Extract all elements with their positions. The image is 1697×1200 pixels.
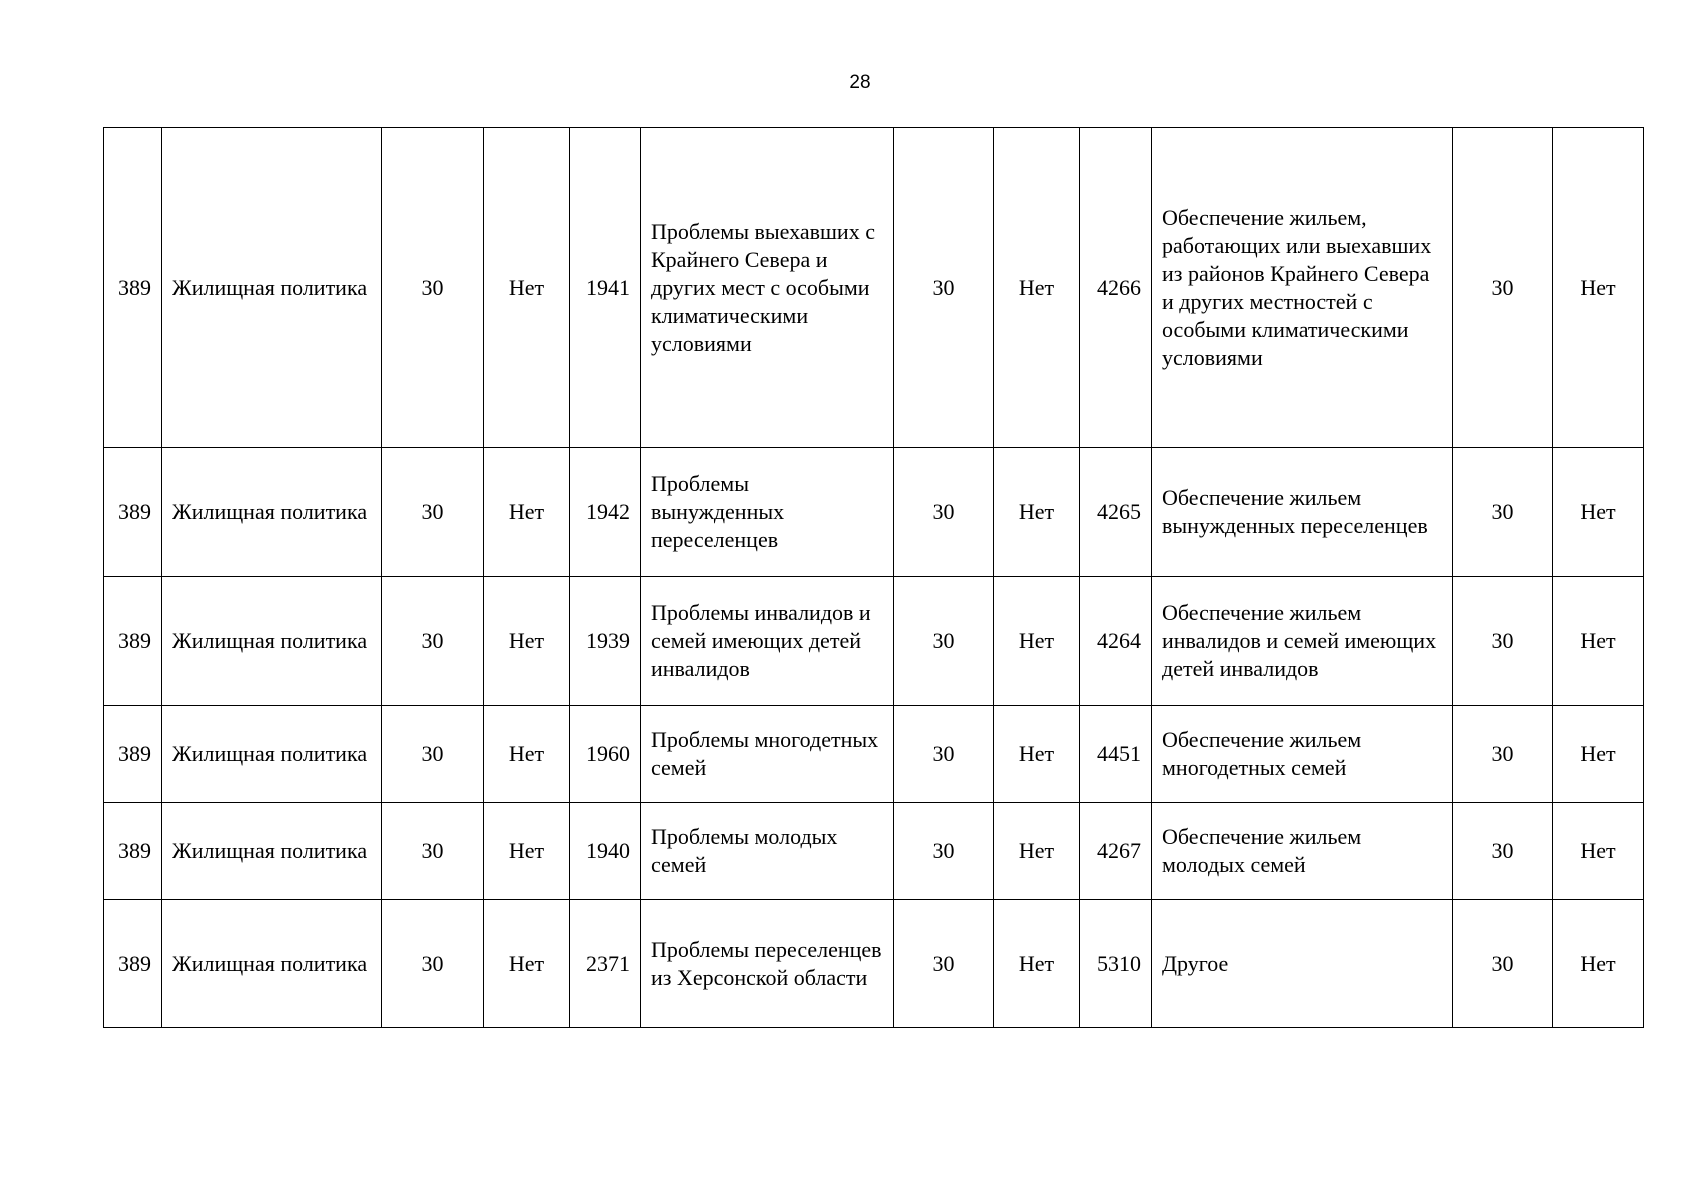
section-name-cell: Жилищная политика: [162, 706, 382, 803]
problem-value-cell: 30: [894, 577, 994, 706]
section-code-cell: 389: [104, 577, 162, 706]
topic-value-cell: 30: [1453, 448, 1553, 577]
topic-flag-cell: Нет: [1553, 706, 1644, 803]
topic-name-cell: Обеспечение жильем инвалидов и семей имеющих детей инвалидов: [1152, 577, 1453, 706]
section-flag-cell: Нет: [484, 900, 570, 1028]
topic-name-cell: Обеспечение жильем, работающих или выехавших из районов Крайнего Севера и других местностей с особыми климатическими условиями: [1152, 128, 1453, 448]
problem-flag-cell: Нет: [994, 706, 1080, 803]
problem-value-cell: 30: [894, 900, 994, 1028]
problem-value-cell: 30: [894, 803, 994, 900]
section-code-cell: 389: [104, 900, 162, 1028]
section-value-cell: 30: [382, 448, 484, 577]
problem-flag-cell: Нет: [994, 128, 1080, 448]
problem-value-cell: 30: [894, 128, 994, 448]
topic-code-cell: 4266: [1080, 128, 1152, 448]
section-value-cell: 30: [382, 706, 484, 803]
section-flag-cell: Нет: [484, 577, 570, 706]
topic-name-cell: Обеспечение жильем молодых семей: [1152, 803, 1453, 900]
section-name-cell: Жилищная политика: [162, 448, 382, 577]
section-code-cell: 389: [104, 128, 162, 448]
problem-name-cell: Проблемы вынужденных переселенцев: [641, 448, 894, 577]
topic-value-cell: 30: [1453, 577, 1553, 706]
problem-code-cell: 2371: [570, 900, 641, 1028]
topic-value-cell: 30: [1453, 900, 1553, 1028]
section-value-cell: 30: [382, 128, 484, 448]
topic-code-cell: 4451: [1080, 706, 1152, 803]
topic-value-cell: 30: [1453, 706, 1553, 803]
topic-flag-cell: Нет: [1553, 803, 1644, 900]
topic-flag-cell: Нет: [1553, 128, 1644, 448]
page-number: 28: [849, 72, 871, 93]
section-name-cell: Жилищная политика: [162, 577, 382, 706]
table-row: [104, 803, 1644, 900]
topic-name-cell: Обеспечение жильем вынужденных переселенцев: [1152, 448, 1453, 577]
section-code-cell: 389: [104, 706, 162, 803]
problem-name-cell: Проблемы инвалидов и семей имеющих детей инвалидов: [641, 577, 894, 706]
table-row: [104, 900, 1644, 1028]
problem-name-cell: Проблемы выехавших с Крайнего Севера и других мест с особыми климатическими условиями: [641, 128, 894, 448]
problem-name-cell: Проблемы многодетных семей: [641, 706, 894, 803]
topic-code-cell: 4264: [1080, 577, 1152, 706]
topic-name-cell: Другое: [1152, 900, 1453, 1028]
section-flag-cell: Нет: [484, 706, 570, 803]
section-flag-cell: Нет: [484, 803, 570, 900]
problem-flag-cell: Нет: [994, 577, 1080, 706]
section-flag-cell: Нет: [484, 448, 570, 577]
table-row: [104, 706, 1644, 803]
problem-value-cell: 30: [894, 706, 994, 803]
topic-name-cell: Обеспечение жильем многодетных семей: [1152, 706, 1453, 803]
table-row: [104, 448, 1644, 577]
topic-flag-cell: Нет: [1553, 900, 1644, 1028]
topic-value-cell: 30: [1453, 803, 1553, 900]
section-name-cell: Жилищная политика: [162, 900, 382, 1028]
table-row: [104, 128, 1644, 448]
problem-code-cell: 1942: [570, 448, 641, 577]
topic-code-cell: 5310: [1080, 900, 1152, 1028]
section-value-cell: 30: [382, 803, 484, 900]
table-row: [104, 577, 1644, 706]
topic-code-cell: 4265: [1080, 448, 1152, 577]
problem-name-cell: Проблемы молодых семей: [641, 803, 894, 900]
section-value-cell: 30: [382, 577, 484, 706]
topic-flag-cell: Нет: [1553, 448, 1644, 577]
section-code-cell: 389: [104, 448, 162, 577]
topic-value-cell: 30: [1453, 128, 1553, 448]
problem-flag-cell: Нет: [994, 803, 1080, 900]
problem-value-cell: 30: [894, 448, 994, 577]
problem-name-cell: Проблемы переселенцев из Херсонской области: [641, 900, 894, 1028]
problem-code-cell: 1960: [570, 706, 641, 803]
section-name-cell: Жилищная политика: [162, 128, 382, 448]
problem-code-cell: 1940: [570, 803, 641, 900]
problem-flag-cell: Нет: [994, 900, 1080, 1028]
problem-code-cell: 1941: [570, 128, 641, 448]
topic-code-cell: 4267: [1080, 803, 1152, 900]
section-name-cell: Жилищная политика: [162, 803, 382, 900]
section-code-cell: 389: [104, 803, 162, 900]
problem-flag-cell: Нет: [994, 448, 1080, 577]
problem-code-cell: 1939: [570, 577, 641, 706]
section-value-cell: 30: [382, 900, 484, 1028]
classification-table: [103, 127, 1644, 1028]
section-flag-cell: Нет: [484, 128, 570, 448]
topic-flag-cell: Нет: [1553, 577, 1644, 706]
